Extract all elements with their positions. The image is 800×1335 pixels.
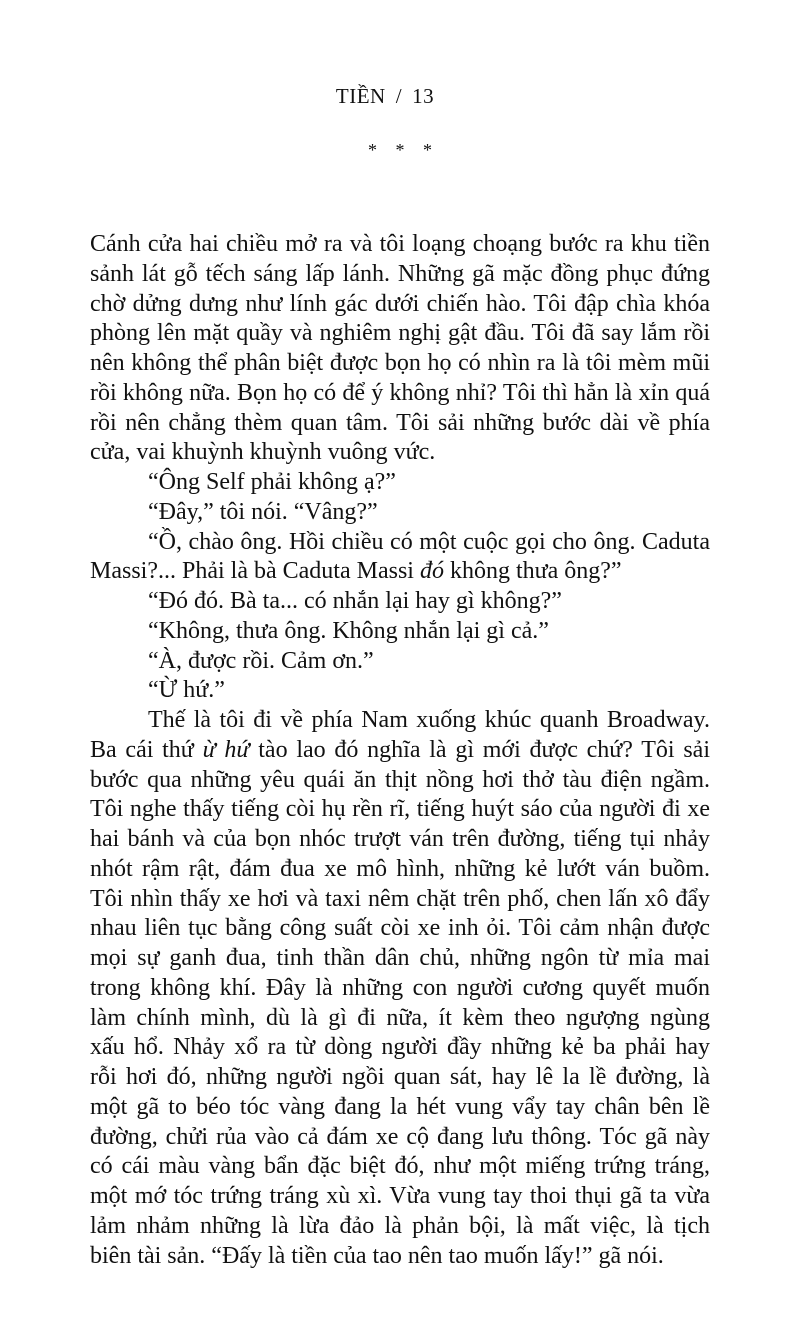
text-line: [90, 1212, 710, 1242]
text-line: [90, 349, 710, 379]
italic-text: đó: [419, 558, 444, 585]
paragraph: [90, 706, 710, 1271]
text-segment: phòng lên mặt quầy và nghiêm nghị gật đầu. Tôi đã say lắm rồi: [90, 320, 710, 347]
text-segment: một gã to béo tóc vàng đang la hét vung vẩy tay chân bên lề: [90, 1093, 710, 1120]
text-segment: Massi?... Phải là bà Caduta Massi: [90, 558, 420, 585]
text-segment: sảnh lát gỗ tếch sáng lấp lánh. Những gã mặc đồng phục đứng: [90, 260, 710, 287]
text-line: [90, 1063, 710, 1093]
text-segment: “Ồ, chào ông. Hồi chiều có một cuộc gọi cho ông. Caduta: [148, 528, 710, 555]
text-line: [90, 528, 710, 558]
text-line: [90, 379, 710, 409]
text-segment: hai bánh và của bọn nhóc trượt ván trên đường, tiếng tụi nhảy: [90, 826, 710, 852]
section-break-star: *: [395, 140, 405, 160]
text-segment: có cái màu vàng bẩn đặc biệt đó, như một miếng trứng tráng,: [90, 1153, 710, 1180]
text-line: [90, 1123, 710, 1153]
text-line: [90, 438, 710, 468]
text-segment: rồi không nữa. Bọn họ có để ý không nhỉ? Tôi thì hẳn là xỉn quá: [90, 379, 710, 406]
section-break-star: *: [423, 140, 432, 160]
paragraph: [90, 528, 710, 588]
text-line: [90, 855, 710, 885]
text-segment: tào lao đó nghĩa là gì mới được chứ? Tôi sải: [249, 736, 710, 763]
text-line: [90, 706, 710, 736]
text-segment: cửa, vai khuỳnh khuỳnh vuông vức.: [90, 439, 436, 466]
text-segment: lảm nhảm những là lừa đảo là phản bội, là mất việc, là tịch: [90, 1212, 710, 1239]
text-line: [90, 1093, 710, 1123]
section-break: [0, 140, 800, 161]
text-line: [90, 290, 710, 320]
text-segment: Cánh cửa hai chiều mở ra và tôi loạng choạng bước ra khu tiền: [90, 231, 710, 257]
text-line: [90, 409, 710, 439]
text-line: [90, 1033, 710, 1063]
text-segment: một mớ tóc trứng tráng xù xì. Vừa vung tay thoi thụi gã ta vừa: [90, 1183, 710, 1209]
paragraph: [90, 468, 710, 498]
chapter-title: TIỀN: [335, 84, 386, 108]
text-line: [90, 1004, 710, 1034]
text-segment: mọi sự ganh đua, tinh thần dân chủ, những ngôn từ mỉa mai: [90, 945, 710, 971]
text-line: [90, 557, 710, 587]
text-segment: đường, chửi rủa vào cả đám xe cộ đang lưu thông. Tóc gã này: [90, 1123, 710, 1150]
text-segment: nhau liên tục bằng công suất còi xe inh ỏi. Tôi cảm nhận được: [90, 915, 710, 942]
paragraph: [90, 230, 710, 468]
text-segment: “Đây,” tôi nói. “Vâng?”: [148, 498, 378, 525]
running-header: [0, 84, 770, 109]
text-line: [90, 498, 710, 528]
text-segment: Tôi nhìn thấy xe hơi và taxi nêm chặt trên phố, chen lấn xô đẩy: [90, 885, 710, 912]
text-segment: bước qua những yêu quái ăn thịt nồng hơi thở tàu điện ngầm.: [90, 766, 710, 793]
text-line: [90, 914, 710, 944]
text-line: [90, 617, 710, 647]
text-segment: rỗi hơi đó, những người ngồi quan sát, hay lê la lề đường, là: [90, 1064, 710, 1090]
text-segment: “À, được rồi. Cảm ơn.”: [148, 647, 374, 674]
text-line: [90, 795, 710, 825]
text-line: [90, 736, 710, 766]
paragraph: [90, 498, 710, 528]
text-line: [90, 676, 710, 706]
text-segment: làm chính mình, dù là gì đi nữa, ít kèm theo ngượng ngùng: [90, 1004, 710, 1031]
text-segment: nên không thể phân biệt được bọn họ có nhìn ra là tôi mèm mũi: [90, 350, 710, 376]
text-segment: “Ông Self phải không ạ?”: [148, 469, 396, 495]
text-line: [90, 319, 710, 349]
text-line: [90, 766, 710, 796]
text-segment: trong không khí. Đây là những con người cương quyết muốn: [90, 974, 710, 1001]
text-line: [90, 587, 710, 617]
header-separator: /: [395, 84, 403, 108]
text-segment: không thưa ông?”: [443, 558, 622, 585]
paragraph: [90, 676, 710, 706]
text-segment: “Không, thưa ông. Không nhắn lại gì cả.”: [148, 617, 549, 644]
text-line: [90, 885, 710, 915]
body-text: [90, 230, 710, 1271]
paragraph: [90, 587, 710, 617]
text-segment: rồi nên chẳng thèm quan tâm. Tôi sải những bước dài về phía: [90, 409, 710, 436]
text-line: [90, 230, 710, 260]
text-segment: Ba cái thứ: [90, 736, 203, 763]
text-segment: nhót rậm rật, đám đua xe mô hình, những kẻ lướt ván buồm.: [90, 855, 710, 882]
section-break-star: *: [368, 140, 377, 160]
text-line: [90, 647, 710, 677]
text-line: [90, 1152, 710, 1182]
text-line: [90, 974, 710, 1004]
text-line: [90, 825, 710, 855]
text-segment: “Đó đó. Bà ta... có nhắn lại hay gì không?”: [148, 588, 562, 614]
paragraph: [90, 647, 710, 677]
text-line: [90, 944, 710, 974]
text-line: [90, 260, 710, 290]
text-segment: xấu hổ. Nhảy xổ ra từ dòng người đầy những kẻ ba phải hay: [90, 1034, 710, 1061]
italic-text: ừ hứ: [202, 736, 250, 763]
text-segment: chờ dửng dưng như lính gác dưới chiến hào. Tôi đập chìa khóa: [90, 290, 710, 317]
text-line: [90, 468, 710, 498]
text-segment: Tôi nghe thấy tiếng còi hụ rền rĩ, tiếng huýt sáo của người đi xe: [90, 796, 710, 823]
text-line: [90, 1242, 710, 1272]
text-segment: Thế là tôi đi về phía Nam xuống khúc quanh Broadway.: [148, 707, 710, 733]
text-segment: biên tài sản. “Đấy là tiền của tao nên tao muốn lấy!” gã nói.: [90, 1242, 664, 1269]
paragraph: [90, 617, 710, 647]
text-line: [90, 1182, 710, 1212]
page-number: 13: [412, 84, 435, 108]
text-segment: “Ừ hứ.”: [148, 677, 225, 704]
